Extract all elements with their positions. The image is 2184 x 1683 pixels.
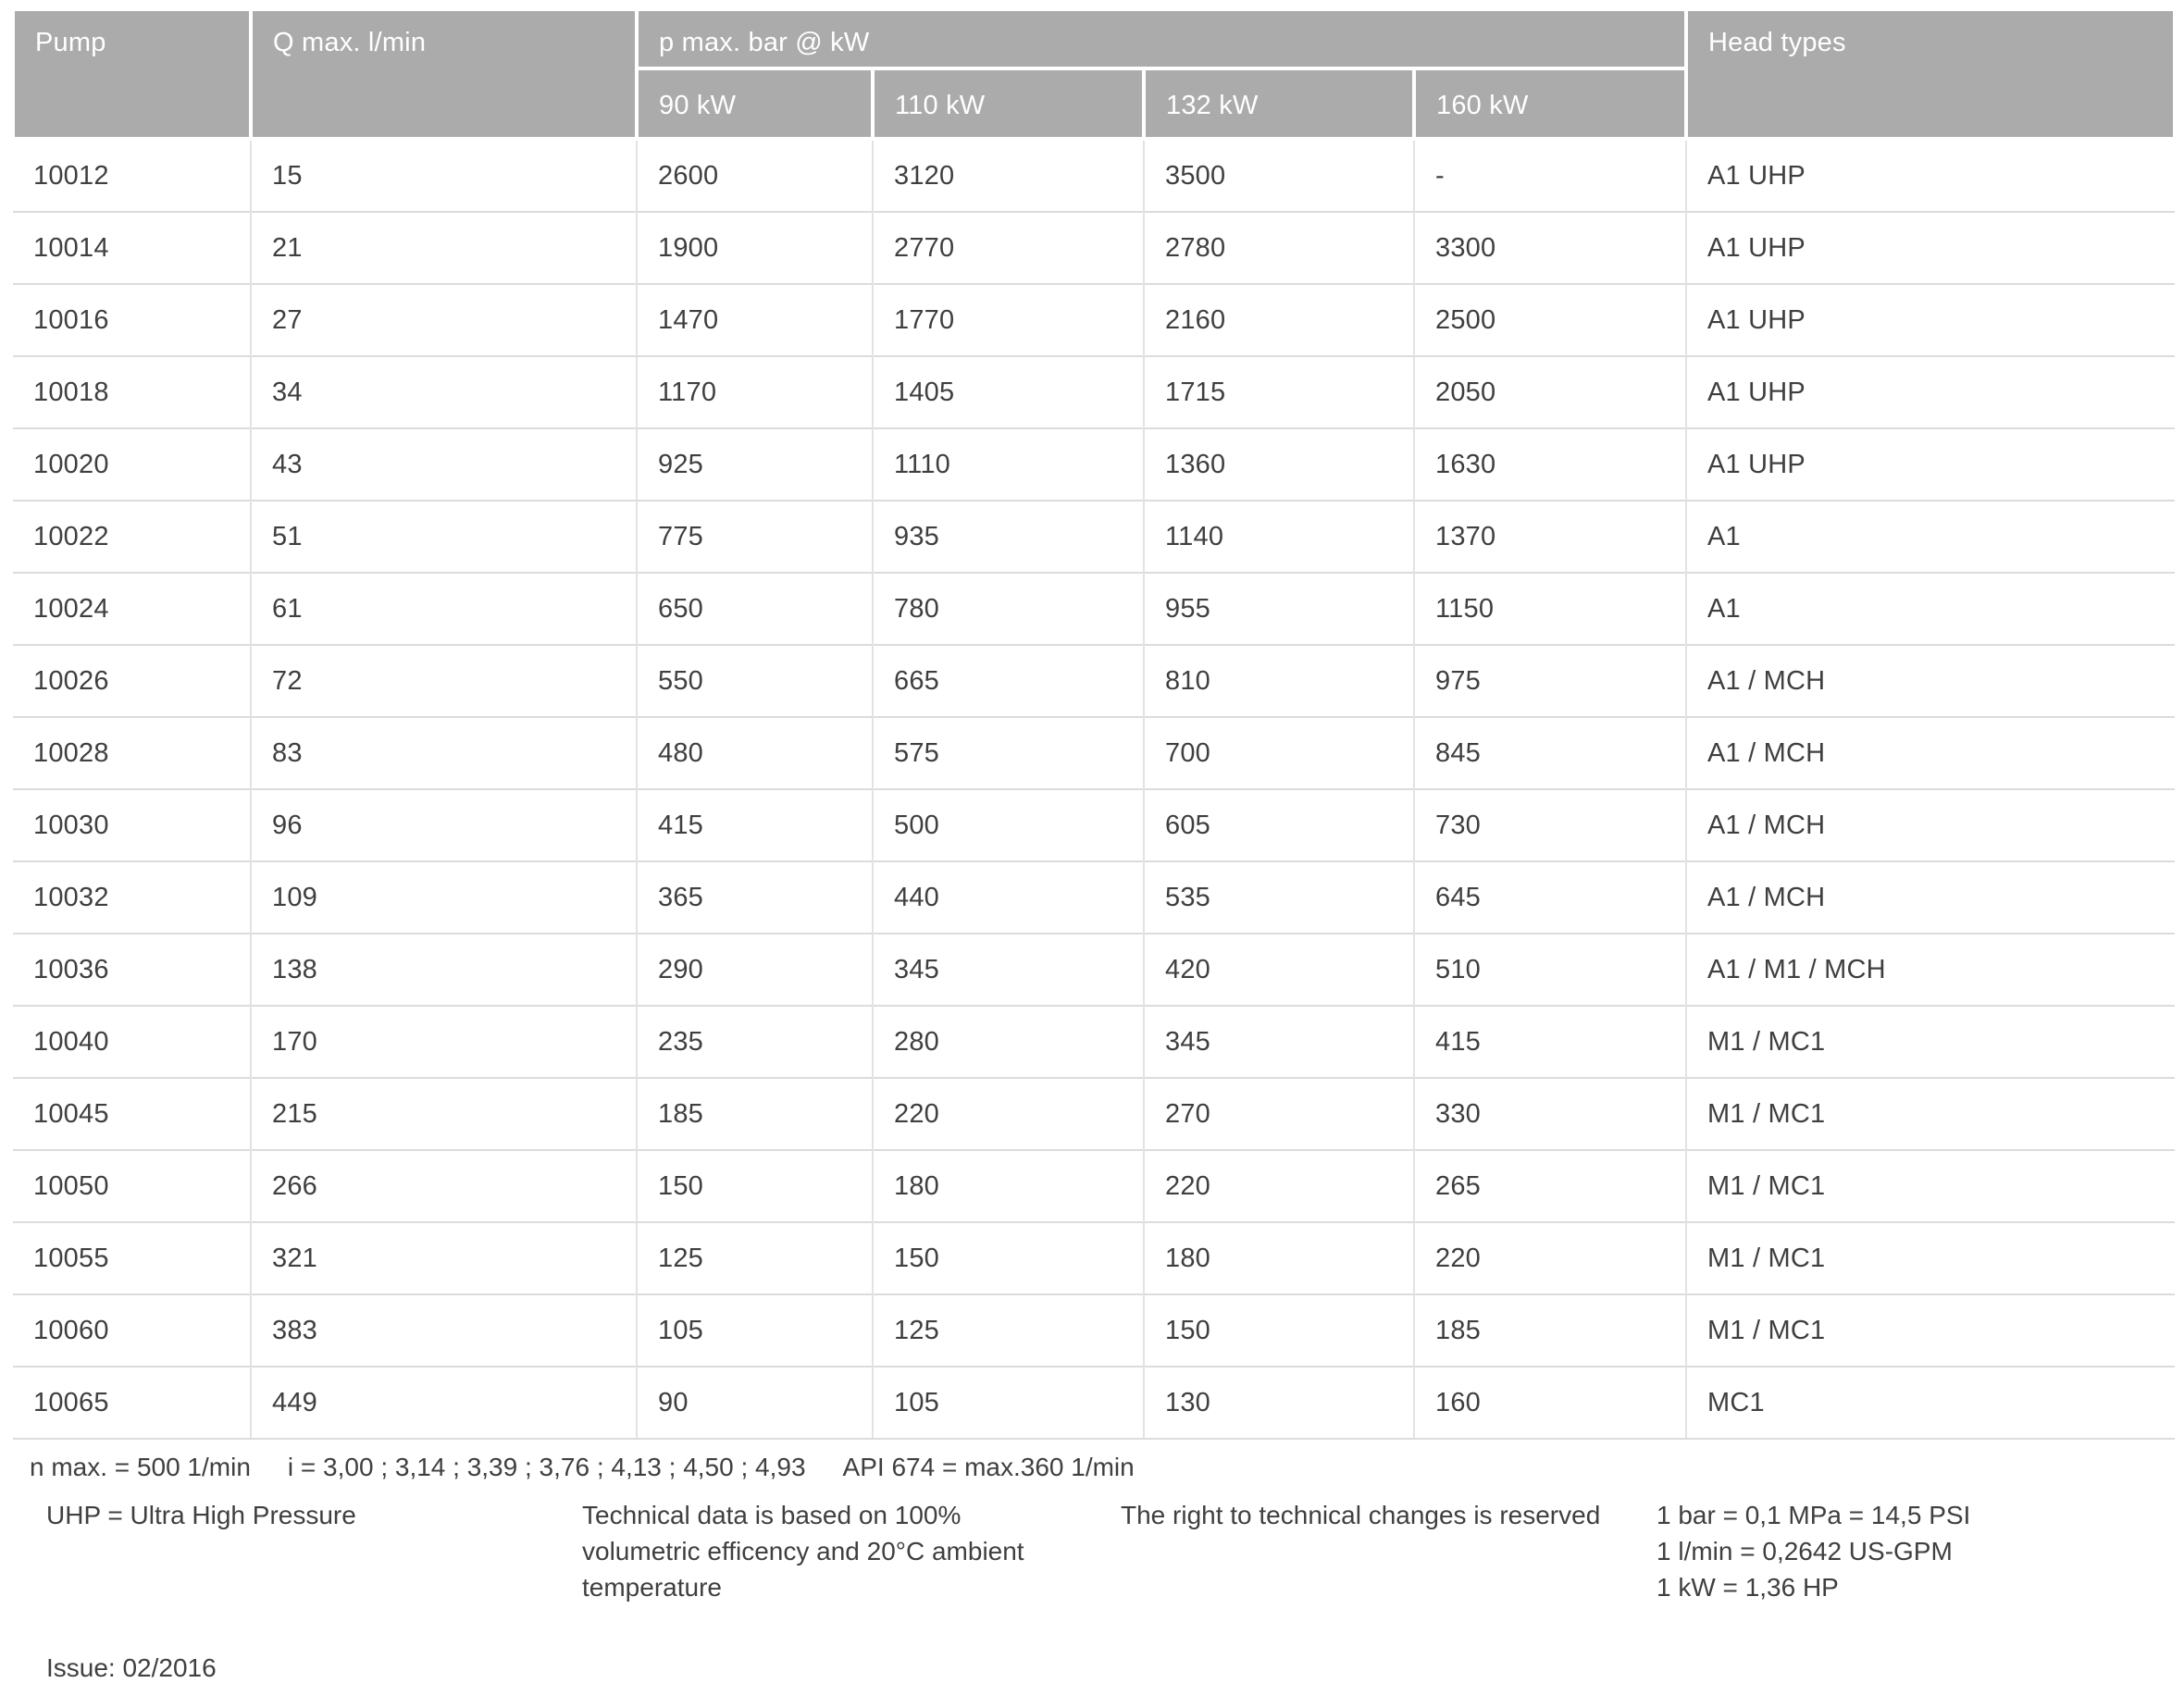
col-header-90kw: 90 kW bbox=[637, 68, 873, 139]
footnote-gear-ratios: i = 3,00 ; 3,14 ; 3,39 ; 3,76 ; 4,13 ; 4,50 ; 4,93 bbox=[287, 1453, 806, 1481]
note-technical-basis bbox=[582, 1497, 1121, 1605]
table-cell: A1 / MCH bbox=[1686, 717, 2175, 789]
table-cell: 27 bbox=[251, 284, 637, 356]
table-cell: MC1 bbox=[1686, 1367, 2175, 1439]
table-cell: 480 bbox=[637, 717, 873, 789]
table-cell: 21 bbox=[251, 212, 637, 284]
table-cell: 775 bbox=[637, 501, 873, 573]
table-cell: 220 bbox=[1144, 1150, 1414, 1222]
table-cell: 535 bbox=[1144, 861, 1414, 934]
table-cell: 700 bbox=[1144, 717, 1414, 789]
table-cell: 330 bbox=[1414, 1078, 1686, 1150]
table-cell: 955 bbox=[1144, 573, 1414, 645]
table-cell: 51 bbox=[251, 501, 637, 573]
table-row bbox=[13, 1367, 2175, 1439]
table-cell: 645 bbox=[1414, 861, 1686, 934]
table-cell: 2770 bbox=[873, 212, 1144, 284]
table-cell: 845 bbox=[1414, 717, 1686, 789]
table-row bbox=[13, 934, 2175, 1006]
table-cell: 1715 bbox=[1144, 356, 1414, 428]
table-cell: A1 UHP bbox=[1686, 139, 2175, 212]
issue-label: Issue: 02/2016 bbox=[46, 1653, 217, 1682]
table-cell: 109 bbox=[251, 861, 637, 934]
table-cell: 925 bbox=[637, 428, 873, 501]
table-body bbox=[13, 139, 2175, 1439]
table-cell: A1 / MCH bbox=[1686, 789, 2175, 861]
table-cell: 3300 bbox=[1414, 212, 1686, 284]
table-row bbox=[13, 1294, 2175, 1367]
table-cell: 150 bbox=[637, 1150, 873, 1222]
table-cell: 235 bbox=[637, 1006, 873, 1078]
note-technical-text: Technical data is based on 100% volumetric efficency and 20°C ambient temperature bbox=[582, 1501, 1024, 1602]
table-cell: 415 bbox=[637, 789, 873, 861]
table-cell: 215 bbox=[251, 1078, 637, 1150]
table-cell: 440 bbox=[873, 861, 1144, 934]
table-row bbox=[13, 1006, 2175, 1078]
table-cell: 15 bbox=[251, 139, 637, 212]
table-cell: 150 bbox=[1144, 1294, 1414, 1367]
table-cell: 810 bbox=[1144, 645, 1414, 717]
table-cell: A1 UHP bbox=[1686, 212, 2175, 284]
footnote-nmax: n max. = 500 1/min bbox=[30, 1453, 251, 1481]
table-cell: 575 bbox=[873, 717, 1144, 789]
conversion-bar-psi: 1 bar = 0,1 MPa = 14,5 PSI bbox=[1657, 1501, 1971, 1529]
table-cell: 730 bbox=[1414, 789, 1686, 861]
table-cell: 1405 bbox=[873, 356, 1144, 428]
table-cell: 10036 bbox=[13, 934, 251, 1006]
table-cell: 1140 bbox=[1144, 501, 1414, 573]
table-cell: M1 / MC1 bbox=[1686, 1078, 2175, 1150]
table-cell: 2160 bbox=[1144, 284, 1414, 356]
table-cell: 125 bbox=[637, 1222, 873, 1294]
table-cell: 130 bbox=[1144, 1367, 1414, 1439]
table-row bbox=[13, 139, 2175, 212]
table-cell: 3120 bbox=[873, 139, 1144, 212]
pump-data-table bbox=[11, 7, 2177, 1440]
table-cell: 935 bbox=[873, 501, 1144, 573]
table-cell: 185 bbox=[637, 1078, 873, 1150]
table-cell: 10016 bbox=[13, 284, 251, 356]
table-cell: A1 UHP bbox=[1686, 356, 2175, 428]
table-cell: A1 / MCH bbox=[1686, 645, 2175, 717]
note-unit-conversions bbox=[1657, 1497, 2173, 1605]
table-cell: 10050 bbox=[13, 1150, 251, 1222]
table-cell: 975 bbox=[1414, 645, 1686, 717]
table-cell: 10045 bbox=[13, 1078, 251, 1150]
table-cell: A1 UHP bbox=[1686, 428, 2175, 501]
table-row bbox=[13, 284, 2175, 356]
table-cell: 96 bbox=[251, 789, 637, 861]
table-cell: M1 / MC1 bbox=[1686, 1294, 2175, 1367]
table-cell: M1 / MC1 bbox=[1686, 1222, 2175, 1294]
table-row bbox=[13, 861, 2175, 934]
table-cell: 265 bbox=[1414, 1150, 1686, 1222]
table-row bbox=[13, 717, 2175, 789]
table-header bbox=[13, 9, 2175, 139]
table-row bbox=[13, 212, 2175, 284]
col-header-head-types: Head types bbox=[1686, 9, 2175, 139]
table-cell: 1470 bbox=[637, 284, 873, 356]
note-uhp-definition: UHP = Ultra High Pressure bbox=[46, 1501, 356, 1529]
table-cell: 345 bbox=[1144, 1006, 1414, 1078]
table-cell: 90 bbox=[637, 1367, 873, 1439]
table-cell: 125 bbox=[873, 1294, 1144, 1367]
table-cell: 2780 bbox=[1144, 212, 1414, 284]
table-row bbox=[13, 645, 2175, 717]
table-cell: 83 bbox=[251, 717, 637, 789]
table-cell: 10026 bbox=[13, 645, 251, 717]
table-cell: 1630 bbox=[1414, 428, 1686, 501]
table-cell: M1 / MC1 bbox=[1686, 1006, 2175, 1078]
table-cell: 185 bbox=[1414, 1294, 1686, 1367]
table-cell: 321 bbox=[251, 1222, 637, 1294]
table-cell: 1900 bbox=[637, 212, 873, 284]
table-cell: A1 / M1 / MCH bbox=[1686, 934, 2175, 1006]
table-cell: 150 bbox=[873, 1222, 1144, 1294]
table-cell: 1150 bbox=[1414, 573, 1686, 645]
conversion-kw-hp: 1 kW = 1,36 HP bbox=[1657, 1573, 1839, 1602]
table-cell: 72 bbox=[251, 645, 637, 717]
table-cell: 780 bbox=[873, 573, 1144, 645]
table-cell: 10028 bbox=[13, 717, 251, 789]
table-cell: 1370 bbox=[1414, 501, 1686, 573]
table-cell: 266 bbox=[251, 1150, 637, 1222]
table-cell: 365 bbox=[637, 861, 873, 934]
table-cell: 1360 bbox=[1144, 428, 1414, 501]
table-cell: M1 / MC1 bbox=[1686, 1150, 2175, 1222]
table-row bbox=[13, 573, 2175, 645]
table-cell: 650 bbox=[637, 573, 873, 645]
table-cell: 3500 bbox=[1144, 139, 1414, 212]
table-cell: 180 bbox=[873, 1150, 1144, 1222]
table-row bbox=[13, 1078, 2175, 1150]
table-cell: 10020 bbox=[13, 428, 251, 501]
table-cell: 2600 bbox=[637, 139, 873, 212]
table-row bbox=[13, 1222, 2175, 1294]
table-cell: 550 bbox=[637, 645, 873, 717]
table-cell: 220 bbox=[1414, 1222, 1686, 1294]
table-cell: 10032 bbox=[13, 861, 251, 934]
col-header-pmax-group: p max. bar @ kW bbox=[637, 9, 1686, 68]
table-cell: 10024 bbox=[13, 573, 251, 645]
footnote-row bbox=[11, 1453, 2173, 1482]
table-cell: 1110 bbox=[873, 428, 1144, 501]
table-cell: 10040 bbox=[13, 1006, 251, 1078]
table-cell: 160 bbox=[1414, 1367, 1686, 1439]
table-cell: A1 bbox=[1686, 573, 2175, 645]
table-cell: 1770 bbox=[873, 284, 1144, 356]
table-cell: - bbox=[1414, 139, 1686, 212]
note-rights-reserved: The right to technical changes is reserved bbox=[1121, 1501, 1601, 1529]
table-cell: 345 bbox=[873, 934, 1144, 1006]
col-header-160kw: 160 kW bbox=[1414, 68, 1686, 139]
table-cell: 2050 bbox=[1414, 356, 1686, 428]
table-cell: 61 bbox=[251, 573, 637, 645]
table-cell: 105 bbox=[873, 1367, 1144, 1439]
table-cell: 2500 bbox=[1414, 284, 1686, 356]
col-header-110kw: 110 kW bbox=[873, 68, 1144, 139]
table-cell: 10022 bbox=[13, 501, 251, 573]
table-cell: A1 UHP bbox=[1686, 284, 2175, 356]
table-cell: 510 bbox=[1414, 934, 1686, 1006]
conversion-lmin-gpm: 1 l/min = 0,2642 US-GPM bbox=[1657, 1537, 1953, 1565]
table-cell: 10065 bbox=[13, 1367, 251, 1439]
table-cell: A1 bbox=[1686, 501, 2175, 573]
table-cell: 43 bbox=[251, 428, 637, 501]
table-cell: 10012 bbox=[13, 139, 251, 212]
table-row bbox=[13, 501, 2175, 573]
table-cell: 415 bbox=[1414, 1006, 1686, 1078]
table-cell: 270 bbox=[1144, 1078, 1414, 1150]
table-cell: 10018 bbox=[13, 356, 251, 428]
table-cell: 170 bbox=[251, 1006, 637, 1078]
table-cell: 34 bbox=[251, 356, 637, 428]
table-cell: 420 bbox=[1144, 934, 1414, 1006]
table-row bbox=[13, 356, 2175, 428]
table-cell: 138 bbox=[251, 934, 637, 1006]
col-header-132kw: 132 kW bbox=[1144, 68, 1414, 139]
table-cell: 10014 bbox=[13, 212, 251, 284]
table-row bbox=[13, 1150, 2175, 1222]
col-header-pump: Pump bbox=[13, 9, 251, 139]
footnote-api674: API 674 = max.360 1/min bbox=[842, 1453, 1135, 1481]
table-cell: 500 bbox=[873, 789, 1144, 861]
table-cell: 1170 bbox=[637, 356, 873, 428]
table-cell: 10060 bbox=[13, 1294, 251, 1367]
table-cell: 180 bbox=[1144, 1222, 1414, 1294]
table-cell: A1 / MCH bbox=[1686, 861, 2175, 934]
col-header-qmax: Q max. l/min bbox=[251, 9, 637, 139]
table-cell: 605 bbox=[1144, 789, 1414, 861]
table-cell: 105 bbox=[637, 1294, 873, 1367]
table-row bbox=[13, 428, 2175, 501]
table-cell: 665 bbox=[873, 645, 1144, 717]
table-cell: 280 bbox=[873, 1006, 1144, 1078]
table-row bbox=[13, 789, 2175, 861]
table-cell: 290 bbox=[637, 934, 873, 1006]
table-cell: 449 bbox=[251, 1367, 637, 1439]
table-cell: 383 bbox=[251, 1294, 637, 1367]
table-cell: 10055 bbox=[13, 1222, 251, 1294]
table-cell: 10030 bbox=[13, 789, 251, 861]
table-cell: 220 bbox=[873, 1078, 1144, 1150]
notes-row bbox=[11, 1497, 2173, 1605]
